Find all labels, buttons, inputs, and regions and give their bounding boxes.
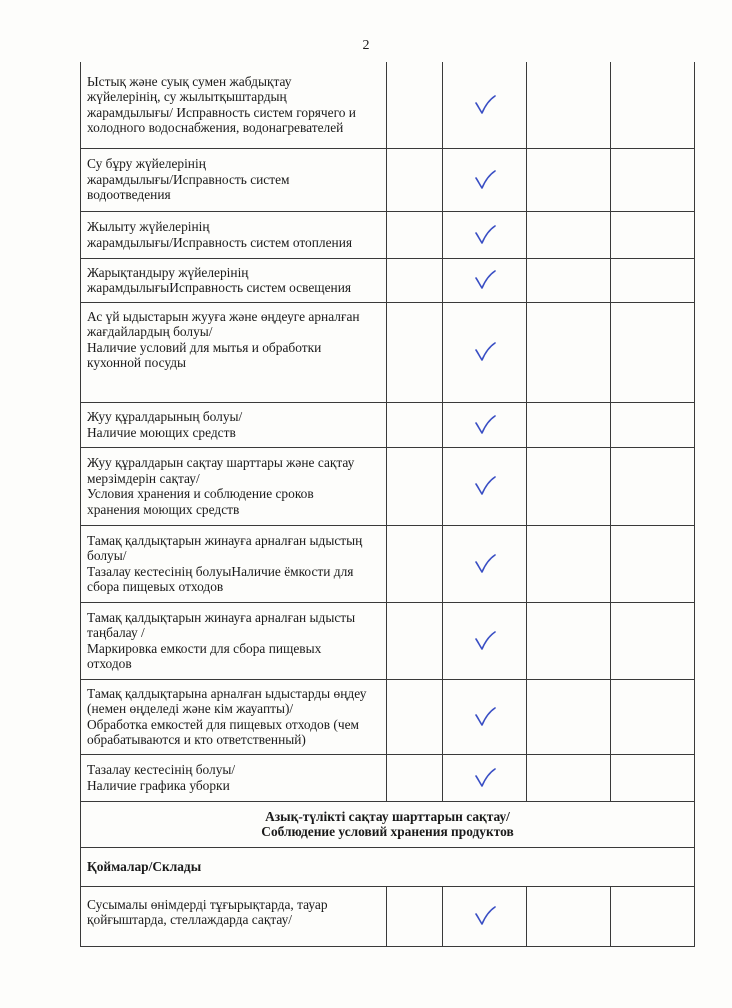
table-row (81, 302, 695, 402)
row-description: Жарықтандыру жүйелерінің жарамдылығыИсправность систем освещения (81, 258, 387, 302)
row-description: Сусымалы өнімдерді тұғырықтарда, тауар қойғыштарда, стеллаждарда сақтау/ (81, 886, 387, 946)
cell-col-3 (527, 62, 611, 148)
cell-col-4 (611, 447, 695, 525)
cell-col-1 (387, 447, 443, 525)
checklist-table (80, 62, 695, 947)
checkmark-icon (474, 95, 496, 115)
cell-col-1 (387, 602, 443, 679)
row-description: Жуу құралдарын сақтау шарттары және сақтау мерзімдерін сақтау/ Условия хранения и соблюдение сроков хранения моющих средств (81, 447, 387, 525)
cell-col-3 (527, 148, 611, 211)
cell-col-2 (443, 258, 527, 302)
cell-col-2 (443, 602, 527, 679)
cell-col-3 (527, 602, 611, 679)
subsection-row (81, 847, 695, 886)
cell-col-2 (443, 886, 527, 946)
cell-col-4 (611, 402, 695, 447)
checkmark-icon (474, 768, 496, 788)
cell-col-3 (527, 525, 611, 602)
row-description: Су бұру жүйелерінің жарамдылығы/Исправность систем водоотведения (81, 148, 387, 211)
row-description: Тамақ қалдықтарын жинауға арналған ыдысты таңбалау / Маркировка емкости для сбора пищевых отходов (81, 602, 387, 679)
cell-col-4 (611, 211, 695, 258)
table-row (81, 148, 695, 211)
cell-col-4 (611, 148, 695, 211)
cell-col-3 (527, 402, 611, 447)
cell-col-4 (611, 302, 695, 402)
row-description: Жуу құралдарының болуы/ Наличие моющих средств (81, 402, 387, 447)
row-description: Ыстық және суық сумен жабдықтау жүйелерінің, су жылытқыштардың жарамдылығы/ Исправность систем горячего и холодного водоснабжения, водонагревателей (81, 62, 387, 148)
row-description: Ас үй ыдыстарын жууға және өңдеуге арналған жағдайлардың болуы/ Наличие условий для мытья и обработки кухонной посуды (81, 302, 387, 402)
cell-col-3 (527, 679, 611, 754)
cell-col-3 (527, 754, 611, 801)
row-description: Тамақ қалдықтарына арналған ыдыстарды өңдеу (немен өңделеді және кім жауапты)/ Обработка емкостей для пищевых отходов (чем обрабатываются и кто ответственный) (81, 679, 387, 754)
cell-col-2 (443, 148, 527, 211)
cell-col-1 (387, 258, 443, 302)
cell-col-2 (443, 302, 527, 402)
cell-col-1 (387, 302, 443, 402)
page-number: 2 (362, 38, 370, 53)
checkmark-icon (474, 707, 496, 727)
checkmark-icon (474, 415, 496, 435)
cell-col-4 (611, 754, 695, 801)
cell-col-4 (611, 602, 695, 679)
cell-col-3 (527, 258, 611, 302)
cell-col-1 (387, 211, 443, 258)
row-description: Жылыту жүйелерінің жарамдылығы/Исправность систем отопления (81, 211, 387, 258)
table-row (81, 679, 695, 754)
table-row (81, 62, 695, 148)
cell-col-2 (443, 402, 527, 447)
cell-col-2 (443, 525, 527, 602)
checkmark-icon (474, 476, 496, 496)
checkmark-icon (474, 170, 496, 190)
cell-col-1 (387, 754, 443, 801)
cell-col-4 (611, 258, 695, 302)
table-row (81, 402, 695, 447)
checkmark-icon (474, 342, 496, 362)
checkmark-icon (474, 554, 496, 574)
table-row (81, 754, 695, 801)
cell-col-3 (527, 447, 611, 525)
cell-col-4 (611, 679, 695, 754)
cell-col-2 (443, 754, 527, 801)
table-row (81, 447, 695, 525)
cell-col-1 (387, 62, 443, 148)
table-row (81, 211, 695, 258)
cell-col-2 (443, 447, 527, 525)
cell-col-4 (611, 62, 695, 148)
cell-col-1 (387, 679, 443, 754)
cell-col-1 (387, 148, 443, 211)
table-row (81, 602, 695, 679)
checkmark-icon (474, 270, 496, 290)
row-description: Тамақ қалдықтарын жинауға арналған ыдыстың болуы/ Тазалау кестесінің болуыНаличие ёмкости для сбора пищевых отходов (81, 525, 387, 602)
cell-col-1 (387, 886, 443, 946)
section-header-row (81, 801, 695, 847)
cell-col-3 (527, 302, 611, 402)
table-row (81, 258, 695, 302)
checkmark-icon (474, 631, 496, 651)
cell-col-2 (443, 211, 527, 258)
cell-col-2 (443, 62, 527, 148)
section-header: Азық-түлікті сақтау шарттарын сақтау/ Соблюдение условий хранения продуктов (81, 801, 695, 847)
cell-col-4 (611, 525, 695, 602)
cell-col-1 (387, 525, 443, 602)
cell-col-2 (443, 679, 527, 754)
cell-col-1 (387, 402, 443, 447)
cell-col-3 (527, 886, 611, 946)
table-row (81, 525, 695, 602)
cell-col-3 (527, 211, 611, 258)
table-row (81, 886, 695, 946)
subsection-header: Қоймалар/Склады (81, 847, 695, 886)
checkmark-icon (474, 225, 496, 245)
cell-col-4 (611, 886, 695, 946)
row-description: Тазалау кестесінің болуы/ Наличие графика уборки (81, 754, 387, 801)
checkmark-icon (474, 906, 496, 926)
